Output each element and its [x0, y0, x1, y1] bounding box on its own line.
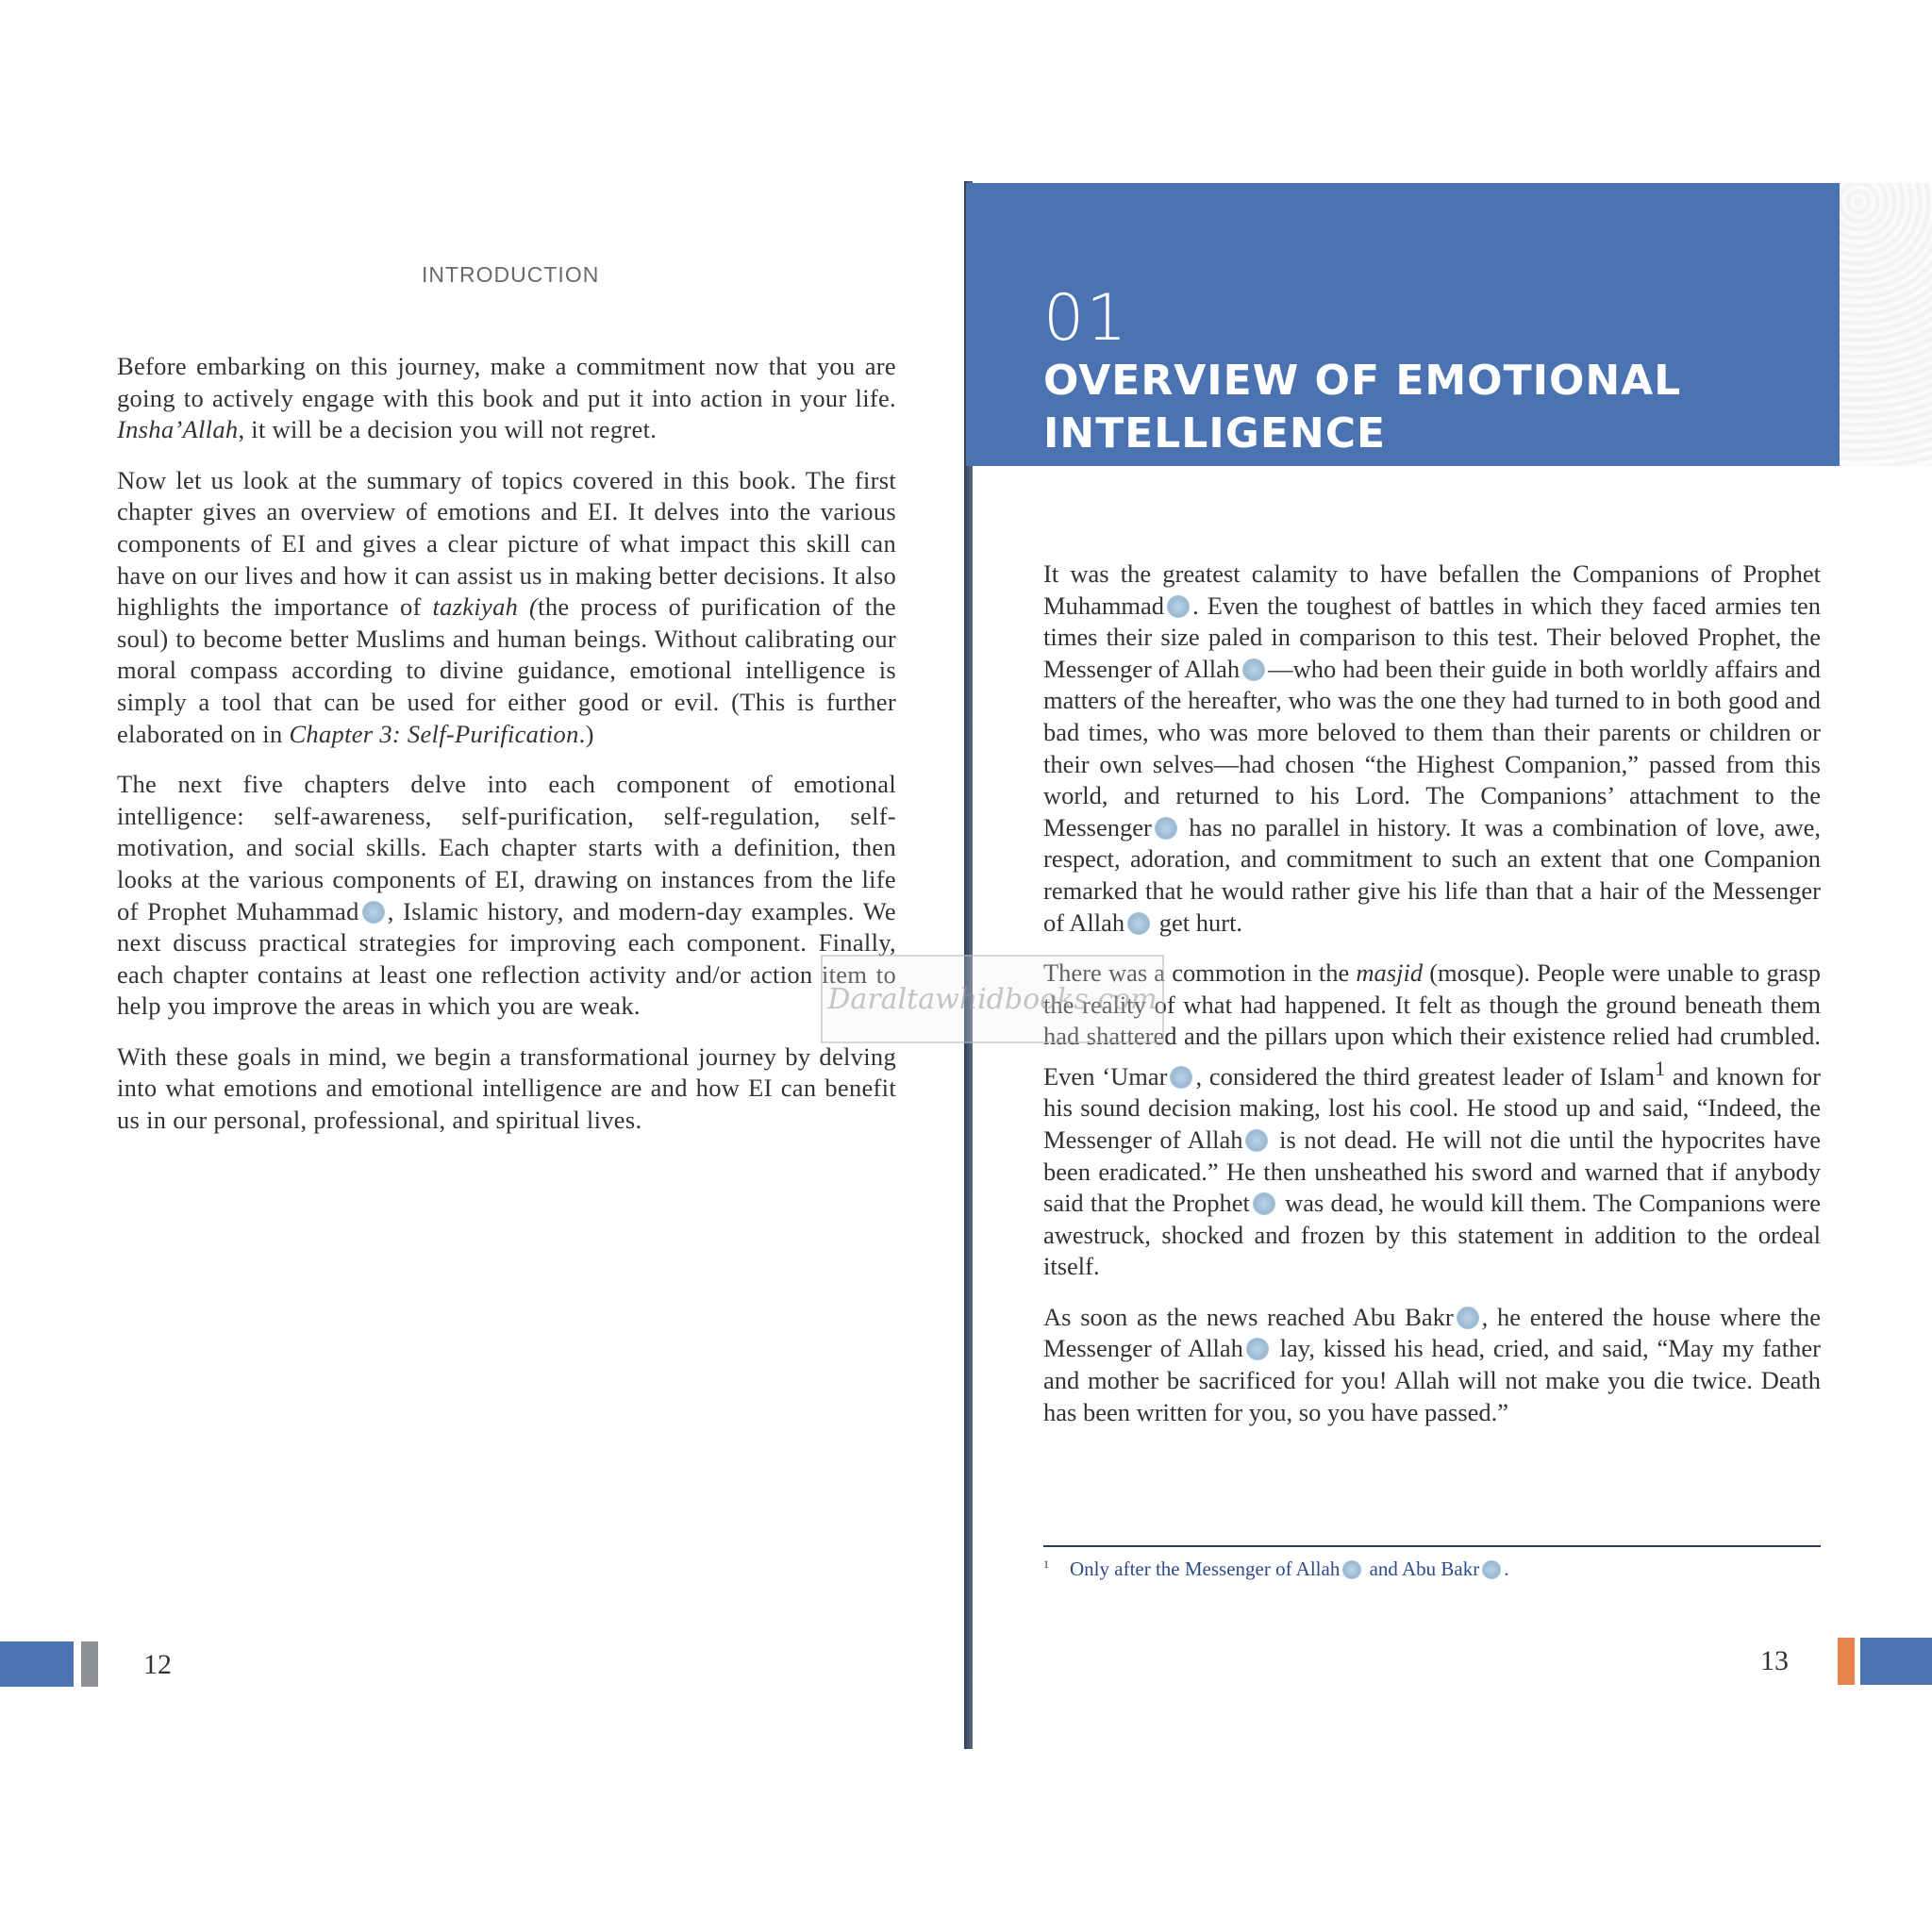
footnote-marker: 1: [1043, 1557, 1049, 1571]
chapter-number: 01: [1043, 281, 1129, 356]
paragraph: [117, 351, 896, 446]
honorific-symbol-icon: [1457, 1307, 1479, 1329]
chapter-title: OVERVIEW OF EMOTIONAL INTELLIGENCE: [1043, 357, 1682, 458]
text-run: . Even the toughest of battles in which they faced armies ten times their size paled in comparison to this test. Their beloved Prophet, the Messenger of Allah: [1043, 591, 1821, 683]
text-run: lay, kissed his head, cried, and said, “May my father and mother be sacrificed for you! Allah will not make you die twice. Death has been written for you, so you have passed.”: [1043, 1334, 1822, 1426]
text-run: .): [578, 719, 594, 748]
honorific-symbol-icon: [1155, 817, 1177, 840]
text-run: and Abu Bakr: [1364, 1557, 1480, 1580]
text-run: the process of purification of the soul) to become better Muslims and human beings. Without calibrating our moral compass according to divine guidance, emotional intelligence is simply a tool that can be used for either good or evil. (This is further elaborated on in: [117, 592, 896, 748]
honorific-symbol-icon: [362, 901, 385, 924]
italic-run: masjid: [1356, 958, 1424, 988]
text-run: .: [1504, 1557, 1509, 1580]
page-tab-gray: [81, 1641, 98, 1687]
text-run: As soon as the news reached Abu Bakr: [1043, 1302, 1454, 1331]
paragraph: [1043, 558, 1821, 939]
text-run: The next five chapters delve into each component of emotional intelligence: self-awareness, self-purification, self-regulation, self-motivation, and social skills. Each chapter starts with a definition, then looks at the various components of EI, drawing on instances from the life of Prophet Muhammad: [117, 770, 896, 925]
honorific-symbol-icon: [1245, 1129, 1268, 1152]
text-run: has no parallel in history. It was a combination of love, awe, respect, adoration, and commitment to such an extent that one Companion remarked that he would rather give his life than that a hair of the Messenger of Allah: [1043, 812, 1821, 937]
honorific-symbol-icon: [1170, 1066, 1192, 1089]
text-run: , considered the third greatest leader of Islam: [1195, 1061, 1656, 1091]
text-run: (mosque). People were unable to grasp the reality of what had happened. It felt as though the ground beneath them had shattered and the pillars upon which their existence relied had crumbled. Even ‘Umar: [1043, 958, 1821, 1091]
watermark: Daraltawhidbooks.com: [821, 955, 1164, 1043]
text-run: It was the greatest calamity to have befallen the Companions of Prophet Muhammad: [1043, 559, 1821, 620]
text-run: —who had been their guide in both worldly affairs and matters of the hereafter, who was the one they had turned to in both good and bad times, who was more beloved to them than their parents or children or their own selves—had chosen “the Highest Companion,” passed from this world, and returned to his Lord. The Companions’ attachment to the Messenger: [1043, 654, 1821, 841]
footnote: [1043, 1557, 1509, 1581]
honorific-symbol-icon: [1127, 912, 1150, 935]
page-tab-blue: [1860, 1638, 1932, 1685]
italic-run: tazkiyah (: [432, 592, 539, 622]
left-body-text: [117, 351, 896, 1156]
page-tab-blue: [0, 1641, 74, 1687]
text-run: Now let us look at the summary of topics covered in this book. The first chapter gives an overview of emotions and EI. It delves into the various components of EI and gives a clear picture of what impact this skill can have on our lives and how it can assist us in making better decisions. It also highlights the importance of: [117, 465, 896, 622]
text-run: , it will be a decision you will not regret.: [238, 415, 658, 444]
text-run: There was a commotion in the: [1043, 958, 1357, 988]
text-run: , he entered the house where the Messenger of Allah: [1043, 1302, 1822, 1363]
paragraph: [1043, 1302, 1821, 1428]
footnote-divider: [1043, 1545, 1821, 1547]
page-number: 12: [143, 1649, 172, 1680]
footnote-reference[interactable]: 1: [1655, 1056, 1666, 1080]
text-run: is not dead. He will not die until the hypocrites have been eradicated.” He then unsheathed his sword and warned that if anybody said that the Prophet: [1043, 1124, 1821, 1218]
text-run: , Islamic history, and modern-day examples. We next discuss practical strategies for improving each component. Finally, each chapter contains at least one reflection activity and/or action item to help you improve the areas in which you are weak.: [117, 896, 896, 1021]
paragraph: [117, 465, 896, 750]
honorific-symbol-icon: [1242, 658, 1265, 681]
text-run: was dead, he would kill them. The Companions were awestruck, shocked and frozen by this statement in addition to the ordeal itself.: [1043, 1189, 1821, 1281]
text-run: get hurt.: [1153, 908, 1243, 937]
honorific-symbol-icon: [1253, 1192, 1275, 1215]
text-run: Only after the Messenger of Allah: [1070, 1557, 1341, 1580]
italic-run: Insha’Allah: [117, 415, 239, 444]
text-run: and known for his sound decision making, lost his cool. He stood up and said, “Indeed, the Messenger of Allah: [1043, 1061, 1821, 1154]
text-run: Before embarking on this journey, make a commitment now that you are going to actively engage with this book and put it into action in your life.: [117, 352, 896, 412]
honorific-symbol-icon: [1342, 1560, 1361, 1579]
paragraph: With these goals in mind, we begin a transformational journey by delving into what emotions and emotional intelligence are and how EI can benefit us in our personal, professional, and spiritual lives.: [117, 1041, 896, 1135]
page-number: 13: [1760, 1645, 1789, 1676]
italic-run: Chapter 3: Self-Purification: [289, 719, 579, 748]
page-tab-orange: [1838, 1638, 1855, 1685]
honorific-symbol-icon: [1167, 595, 1190, 618]
left-page: [0, 0, 962, 1932]
honorific-symbol-icon: [1246, 1338, 1269, 1360]
paragraph: [117, 769, 896, 1023]
honorific-symbol-icon: [1482, 1560, 1501, 1579]
running-head: INTRODUCTION: [422, 262, 600, 287]
